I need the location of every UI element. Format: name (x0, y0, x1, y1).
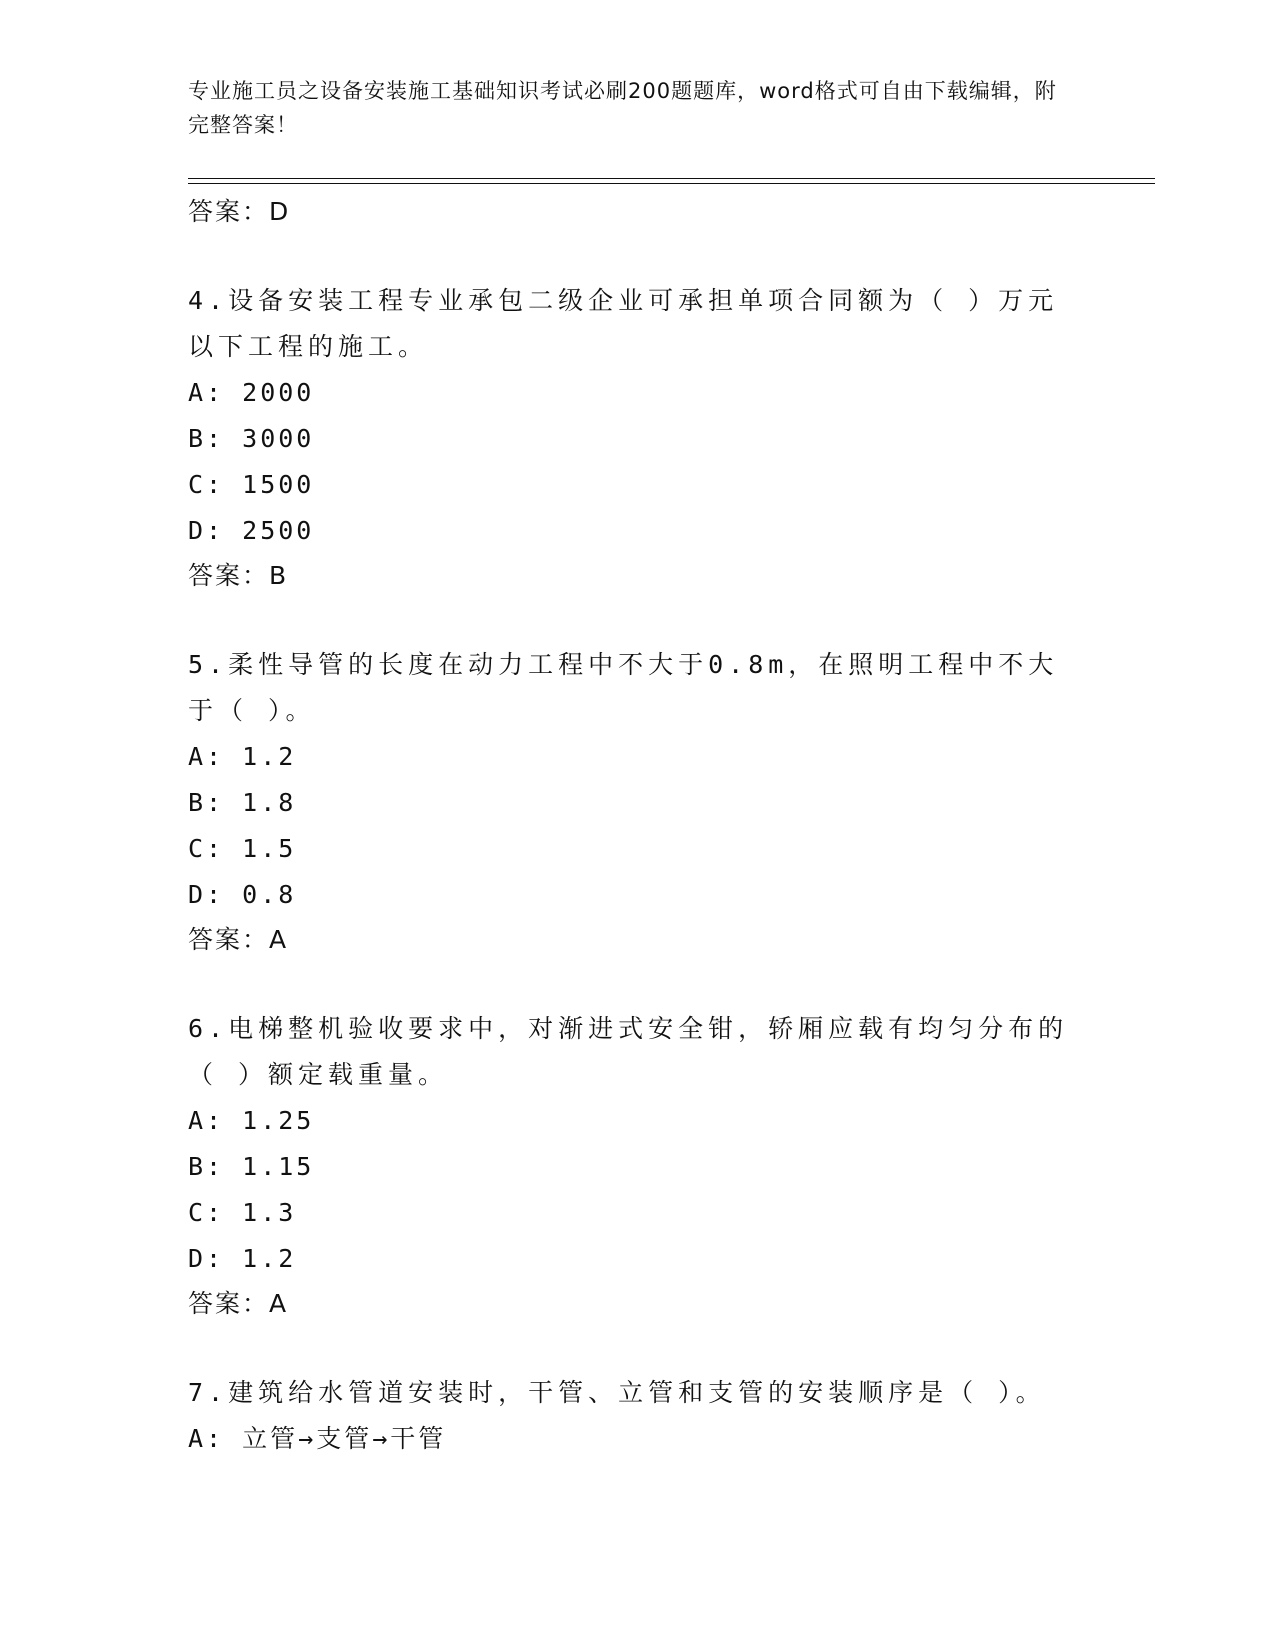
header-divider-bottom (188, 183, 1155, 184)
option-b: B: 1.8 (188, 788, 297, 817)
question-6 (188, 1006, 1088, 1326)
option-a: A: 1.2 (188, 742, 297, 771)
option-d: D: 1.2 (188, 1244, 297, 1273)
option-a: A: 1.25 (188, 1106, 315, 1135)
document-title: 专业施工员之设备安装施工基础知识考试必刷200题题库，word格式可自由下载编辑，附完整答案！ (188, 79, 1057, 137)
answer-line: 答案：D (188, 197, 291, 226)
question-stem: 6.电梯整机验收要求中，对渐进式安全钳，轿厢应载有均匀分布的（ ）额定载重量。 (188, 1014, 1069, 1089)
option-c: C: 1.3 (188, 1198, 297, 1227)
header-divider-top (188, 178, 1155, 179)
question-4 (188, 278, 1088, 598)
option-b: B: 3000 (188, 424, 315, 453)
option-c: C: 1500 (188, 470, 315, 499)
option-b: B: 1.15 (188, 1152, 315, 1181)
option-d: D: 0.8 (188, 880, 297, 909)
option-c: C: 1.5 (188, 834, 297, 863)
answer-line: 答案：A (188, 1289, 289, 1318)
question-7 (188, 1370, 1088, 1462)
document-header (188, 74, 1068, 142)
option-a: A: 2000 (188, 378, 315, 407)
question-stem: 5.柔性导管的长度在动力工程中不大于0.8m，在照明工程中不大于（ ）。 (188, 650, 1059, 725)
option-d: D: 2500 (188, 516, 315, 545)
document-body (188, 190, 1088, 1462)
question-5 (188, 642, 1088, 962)
answer-line: 答案：B (188, 561, 289, 590)
question-stem: 7.建筑给水管道安装时，干管、立管和支管的安装顺序是（ ）。 (188, 1378, 1046, 1407)
option-a: A: 立管→支管→干管 (188, 1424, 447, 1453)
question-stem: 4.设备安装工程专业承包二级企业可承担单项合同额为（ ）万元以下工程的施工。 (188, 286, 1059, 361)
answer-line: 答案：A (188, 925, 289, 954)
